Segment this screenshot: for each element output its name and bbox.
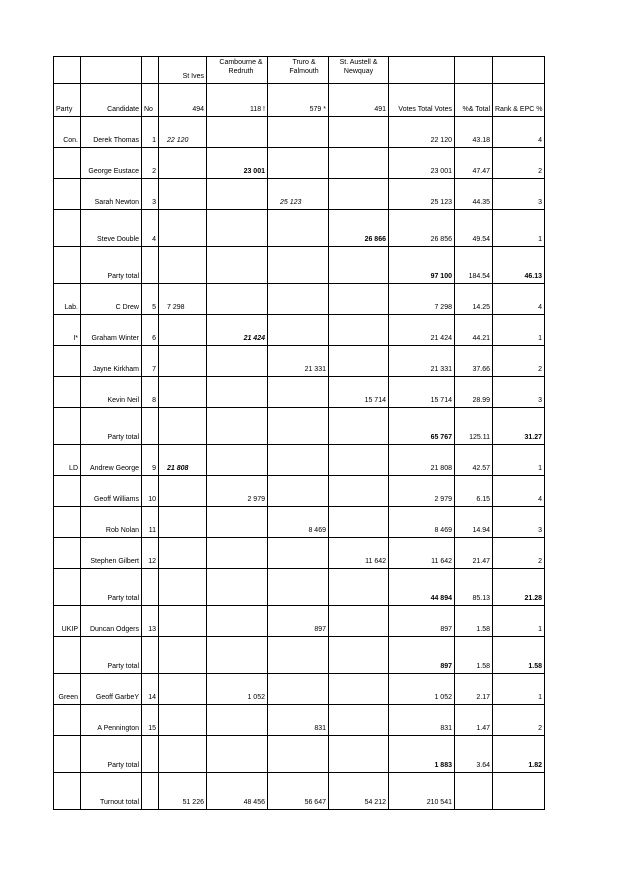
party-cell bbox=[54, 408, 81, 445]
header-no: No bbox=[142, 84, 159, 117]
header-cambourne-redruth: Cambourne & Redruth bbox=[207, 57, 268, 84]
cambourne-cell bbox=[207, 210, 268, 247]
party-total-row bbox=[54, 637, 545, 674]
candidate-cell: Jayne Kirkham bbox=[81, 346, 142, 377]
truro-cell: 831 bbox=[268, 705, 329, 736]
header-cell bbox=[493, 57, 545, 84]
party-total-row bbox=[54, 408, 545, 445]
results-table bbox=[53, 56, 545, 810]
truro-cell: 8 469 bbox=[268, 507, 329, 538]
cambourne-cell bbox=[207, 538, 268, 569]
candidate-cell: Graham Winter bbox=[81, 315, 142, 346]
number-cell bbox=[142, 773, 159, 810]
number-cell: 15 bbox=[142, 705, 159, 736]
st-ives-cell bbox=[159, 507, 207, 538]
total-votes-cell: 23 001 bbox=[389, 148, 455, 179]
pct-total-cell: 37.66 bbox=[455, 346, 493, 377]
st-austell-cell bbox=[329, 569, 389, 606]
st-austell-cell bbox=[329, 284, 389, 315]
st-ives-cell: 51 226 bbox=[159, 773, 207, 810]
st-austell-cell: 15 714 bbox=[329, 377, 389, 408]
party-cell bbox=[54, 179, 81, 210]
st-austell-cell bbox=[329, 346, 389, 377]
rank-epc-cell: 4 bbox=[493, 476, 545, 507]
number-cell: 12 bbox=[142, 538, 159, 569]
rank-epc-cell: 4 bbox=[493, 284, 545, 315]
party-cell bbox=[54, 637, 81, 674]
party-cell bbox=[54, 148, 81, 179]
pct-total-cell: 125.11 bbox=[455, 408, 493, 445]
rank-epc-cell: 1 bbox=[493, 315, 545, 346]
header-candidate: Candidate bbox=[81, 84, 142, 117]
pct-total-cell bbox=[455, 773, 493, 810]
candidate-cell: A Pennington bbox=[81, 705, 142, 736]
pct-total-cell: 1.47 bbox=[455, 705, 493, 736]
header-cell bbox=[389, 57, 455, 84]
truro-cell: 25 123 bbox=[268, 179, 329, 210]
candidate-cell: Geoff GarbeY bbox=[81, 674, 142, 705]
number-cell: 1 bbox=[142, 117, 159, 148]
st-ives-cell: 22 120 bbox=[159, 117, 207, 148]
total-votes-cell: 831 bbox=[389, 705, 455, 736]
cambourne-cell: 21 424 bbox=[207, 315, 268, 346]
party-cell bbox=[54, 507, 81, 538]
cambourne-cell bbox=[207, 247, 268, 284]
rank-epc-cell: 1.82 bbox=[493, 736, 545, 773]
st-austell-cell bbox=[329, 736, 389, 773]
pct-total-cell: 28.99 bbox=[455, 377, 493, 408]
header-cambourne-count: 118 ! bbox=[207, 84, 268, 117]
st-austell-cell bbox=[329, 705, 389, 736]
st-ives-cell bbox=[159, 179, 207, 210]
cambourne-cell: 23 001 bbox=[207, 148, 268, 179]
rank-epc-cell: 3 bbox=[493, 179, 545, 210]
rank-epc-cell: 2 bbox=[493, 705, 545, 736]
st-austell-cell bbox=[329, 247, 389, 284]
number-cell: 2 bbox=[142, 148, 159, 179]
truro-cell bbox=[268, 538, 329, 569]
st-ives-cell: 21 808 bbox=[159, 445, 207, 476]
candidate-cell: Party total bbox=[81, 569, 142, 606]
total-votes-cell: 25 123 bbox=[389, 179, 455, 210]
rank-epc-cell: 2 bbox=[493, 346, 545, 377]
candidate-cell: Steve Double bbox=[81, 210, 142, 247]
total-votes-cell: 897 bbox=[389, 606, 455, 637]
cambourne-cell bbox=[207, 117, 268, 148]
party-cell: Con. bbox=[54, 117, 81, 148]
truro-cell bbox=[268, 117, 329, 148]
party-total-row bbox=[54, 736, 545, 773]
total-votes-cell: 22 120 bbox=[389, 117, 455, 148]
st-austell-cell: 26 866 bbox=[329, 210, 389, 247]
candidate-cell: Rob Nolan bbox=[81, 507, 142, 538]
truro-cell bbox=[268, 284, 329, 315]
total-votes-cell: 44 894 bbox=[389, 569, 455, 606]
header-party: Party bbox=[54, 84, 81, 117]
truro-cell: 21 331 bbox=[268, 346, 329, 377]
truro-cell bbox=[268, 247, 329, 284]
party-cell bbox=[54, 773, 81, 810]
rank-epc-cell: 21.28 bbox=[493, 569, 545, 606]
party-cell: LD bbox=[54, 445, 81, 476]
total-votes-cell: 8 469 bbox=[389, 507, 455, 538]
total-votes-cell: 2 979 bbox=[389, 476, 455, 507]
rank-epc-cell: 1 bbox=[493, 210, 545, 247]
table-row bbox=[54, 606, 545, 637]
party-cell bbox=[54, 736, 81, 773]
st-ives-cell bbox=[159, 569, 207, 606]
header-cell bbox=[455, 57, 493, 84]
header-cell bbox=[142, 57, 159, 84]
truro-cell bbox=[268, 637, 329, 674]
number-cell bbox=[142, 408, 159, 445]
st-austell-cell: 54 212 bbox=[329, 773, 389, 810]
header-st-austell-count: 491 bbox=[329, 84, 389, 117]
table-row bbox=[54, 377, 545, 408]
st-ives-cell bbox=[159, 346, 207, 377]
total-votes-cell: 11 642 bbox=[389, 538, 455, 569]
pct-total-cell: 49.54 bbox=[455, 210, 493, 247]
truro-cell bbox=[268, 674, 329, 705]
rank-epc-cell: 31.27 bbox=[493, 408, 545, 445]
st-austell-cell bbox=[329, 637, 389, 674]
total-votes-cell: 21 424 bbox=[389, 315, 455, 346]
cambourne-cell bbox=[207, 569, 268, 606]
candidate-cell: Sarah Newton bbox=[81, 179, 142, 210]
pct-total-cell: 21.47 bbox=[455, 538, 493, 569]
table-row bbox=[54, 674, 545, 705]
number-cell: 7 bbox=[142, 346, 159, 377]
st-austell-cell bbox=[329, 315, 389, 346]
truro-cell bbox=[268, 408, 329, 445]
number-cell bbox=[142, 569, 159, 606]
truro-cell: 897 bbox=[268, 606, 329, 637]
table-row bbox=[54, 315, 545, 346]
number-cell: 9 bbox=[142, 445, 159, 476]
pct-total-cell: 1.58 bbox=[455, 637, 493, 674]
rank-epc-cell: 1 bbox=[493, 606, 545, 637]
party-cell bbox=[54, 247, 81, 284]
number-cell: 14 bbox=[142, 674, 159, 705]
total-votes-cell: 1 052 bbox=[389, 674, 455, 705]
candidate-cell: Stephen Gilbert bbox=[81, 538, 142, 569]
st-austell-cell bbox=[329, 476, 389, 507]
cambourne-cell: 2 979 bbox=[207, 476, 268, 507]
number-cell bbox=[142, 637, 159, 674]
st-ives-cell bbox=[159, 476, 207, 507]
candidate-cell: Turnout total bbox=[81, 773, 142, 810]
header-st-ives: St Ives bbox=[159, 57, 207, 84]
truro-cell bbox=[268, 377, 329, 408]
truro-cell: 56 647 bbox=[268, 773, 329, 810]
number-cell bbox=[142, 736, 159, 773]
st-austell-cell bbox=[329, 148, 389, 179]
rank-epc-cell: 4 bbox=[493, 117, 545, 148]
pct-total-cell: 2.17 bbox=[455, 674, 493, 705]
total-votes-cell: 97 100 bbox=[389, 247, 455, 284]
header-rank-epc: Rank & EPC % bbox=[493, 84, 545, 117]
rank-epc-cell: 46.13 bbox=[493, 247, 545, 284]
candidate-cell: George Eustace bbox=[81, 148, 142, 179]
cambourne-cell: 48 456 bbox=[207, 773, 268, 810]
truro-cell bbox=[268, 569, 329, 606]
table-row bbox=[54, 705, 545, 736]
cambourne-cell bbox=[207, 736, 268, 773]
total-votes-cell: 65 767 bbox=[389, 408, 455, 445]
st-ives-cell bbox=[159, 408, 207, 445]
pct-total-cell: 42.57 bbox=[455, 445, 493, 476]
st-ives-cell bbox=[159, 637, 207, 674]
st-ives-cell bbox=[159, 538, 207, 569]
st-austell-cell bbox=[329, 117, 389, 148]
pct-total-cell: 44.35 bbox=[455, 179, 493, 210]
st-ives-cell bbox=[159, 148, 207, 179]
number-cell: 6 bbox=[142, 315, 159, 346]
st-austell-cell bbox=[329, 445, 389, 476]
rank-epc-cell bbox=[493, 773, 545, 810]
header-votes-total: Votes Total Votes bbox=[389, 84, 455, 117]
pct-total-cell: 85.13 bbox=[455, 569, 493, 606]
truro-cell bbox=[268, 476, 329, 507]
party-cell: UKIP bbox=[54, 606, 81, 637]
total-votes-cell: 7 298 bbox=[389, 284, 455, 315]
party-cell bbox=[54, 377, 81, 408]
truro-cell bbox=[268, 315, 329, 346]
table-row bbox=[54, 117, 545, 148]
total-votes-cell: 1 883 bbox=[389, 736, 455, 773]
st-ives-cell bbox=[159, 247, 207, 284]
number-cell: 4 bbox=[142, 210, 159, 247]
rank-epc-cell: 1 bbox=[493, 445, 545, 476]
pct-total-cell: 44.21 bbox=[455, 315, 493, 346]
party-cell: Lab. bbox=[54, 284, 81, 315]
st-austell-cell bbox=[329, 606, 389, 637]
number-cell bbox=[142, 247, 159, 284]
cambourne-cell bbox=[207, 637, 268, 674]
cambourne-cell bbox=[207, 284, 268, 315]
candidate-cell: Derek Thomas bbox=[81, 117, 142, 148]
party-cell bbox=[54, 538, 81, 569]
header-truro-falmouth: Truro & Falmouth bbox=[268, 57, 329, 84]
truro-cell bbox=[268, 736, 329, 773]
total-votes-cell: 210 541 bbox=[389, 773, 455, 810]
candidate-cell: Kevin Neil bbox=[81, 377, 142, 408]
total-votes-cell: 21 331 bbox=[389, 346, 455, 377]
candidate-cell: Party total bbox=[81, 247, 142, 284]
number-cell: 10 bbox=[142, 476, 159, 507]
number-cell: 5 bbox=[142, 284, 159, 315]
rank-epc-cell: 2 bbox=[493, 148, 545, 179]
st-ives-cell: 7 298 bbox=[159, 284, 207, 315]
party-cell bbox=[54, 346, 81, 377]
st-austell-cell bbox=[329, 507, 389, 538]
candidate-cell: Party total bbox=[81, 736, 142, 773]
cambourne-cell bbox=[207, 179, 268, 210]
cambourne-cell: 1 052 bbox=[207, 674, 268, 705]
st-ives-cell bbox=[159, 674, 207, 705]
pct-total-cell: 14.94 bbox=[455, 507, 493, 538]
rank-epc-cell: 1 bbox=[493, 674, 545, 705]
table-row bbox=[54, 346, 545, 377]
header-cell bbox=[54, 57, 81, 84]
party-total-row bbox=[54, 247, 545, 284]
party-cell bbox=[54, 476, 81, 507]
table-row bbox=[54, 179, 545, 210]
header-pct-total: %& Total bbox=[455, 84, 493, 117]
header-st-ives-count: 494 bbox=[159, 84, 207, 117]
table-body bbox=[54, 117, 545, 810]
total-votes-cell: 15 714 bbox=[389, 377, 455, 408]
pct-total-cell: 47.47 bbox=[455, 148, 493, 179]
cambourne-cell bbox=[207, 705, 268, 736]
st-austell-cell bbox=[329, 179, 389, 210]
number-cell: 3 bbox=[142, 179, 159, 210]
number-cell: 8 bbox=[142, 377, 159, 408]
number-cell: 11 bbox=[142, 507, 159, 538]
table-row bbox=[54, 476, 545, 507]
rank-epc-cell: 3 bbox=[493, 507, 545, 538]
table-row bbox=[54, 538, 545, 569]
party-cell bbox=[54, 569, 81, 606]
table-row bbox=[54, 445, 545, 476]
table-row bbox=[54, 210, 545, 247]
total-votes-cell: 26 856 bbox=[389, 210, 455, 247]
party-cell: Green bbox=[54, 674, 81, 705]
rank-epc-cell: 1.58 bbox=[493, 637, 545, 674]
st-austell-cell bbox=[329, 674, 389, 705]
candidate-cell: Party total bbox=[81, 408, 142, 445]
truro-cell bbox=[268, 148, 329, 179]
cambourne-cell bbox=[207, 606, 268, 637]
party-cell bbox=[54, 705, 81, 736]
cambourne-cell bbox=[207, 507, 268, 538]
party-total-row bbox=[54, 569, 545, 606]
table-row bbox=[54, 507, 545, 538]
header-st-austell-newquay: St. Austell & Newquay bbox=[329, 57, 389, 84]
st-austell-cell bbox=[329, 408, 389, 445]
st-ives-cell bbox=[159, 210, 207, 247]
st-ives-cell bbox=[159, 315, 207, 346]
st-ives-cell bbox=[159, 377, 207, 408]
cambourne-cell bbox=[207, 377, 268, 408]
st-ives-cell bbox=[159, 736, 207, 773]
pct-total-cell: 184.54 bbox=[455, 247, 493, 284]
rank-epc-cell: 3 bbox=[493, 377, 545, 408]
candidate-cell: Geoff Williams bbox=[81, 476, 142, 507]
header-truro-count: 579 * bbox=[268, 84, 329, 117]
candidate-cell: Andrew George bbox=[81, 445, 142, 476]
header-cell bbox=[81, 57, 142, 84]
candidate-cell: Party total bbox=[81, 637, 142, 674]
total-votes-cell: 21 808 bbox=[389, 445, 455, 476]
st-austell-cell: 11 642 bbox=[329, 538, 389, 569]
header-row-constituencies bbox=[54, 57, 545, 84]
cambourne-cell bbox=[207, 346, 268, 377]
truro-cell bbox=[268, 445, 329, 476]
cambourne-cell bbox=[207, 445, 268, 476]
st-ives-cell bbox=[159, 705, 207, 736]
pct-total-cell: 3.64 bbox=[455, 736, 493, 773]
candidate-cell: Duncan Odgers bbox=[81, 606, 142, 637]
candidate-cell: C Drew bbox=[81, 284, 142, 315]
table-row bbox=[54, 148, 545, 179]
pct-total-cell: 1.58 bbox=[455, 606, 493, 637]
truro-cell bbox=[268, 210, 329, 247]
cambourne-cell bbox=[207, 408, 268, 445]
pct-total-cell: 14.25 bbox=[455, 284, 493, 315]
pct-total-cell: 43.18 bbox=[455, 117, 493, 148]
st-ives-cell bbox=[159, 606, 207, 637]
pct-total-cell: 6.15 bbox=[455, 476, 493, 507]
turnout-total-row bbox=[54, 773, 545, 810]
number-cell: 13 bbox=[142, 606, 159, 637]
total-votes-cell: 897 bbox=[389, 637, 455, 674]
rank-epc-cell: 2 bbox=[493, 538, 545, 569]
table-row bbox=[54, 284, 545, 315]
party-cell bbox=[54, 210, 81, 247]
party-cell: I* bbox=[54, 315, 81, 346]
header-row-columns bbox=[54, 84, 545, 117]
